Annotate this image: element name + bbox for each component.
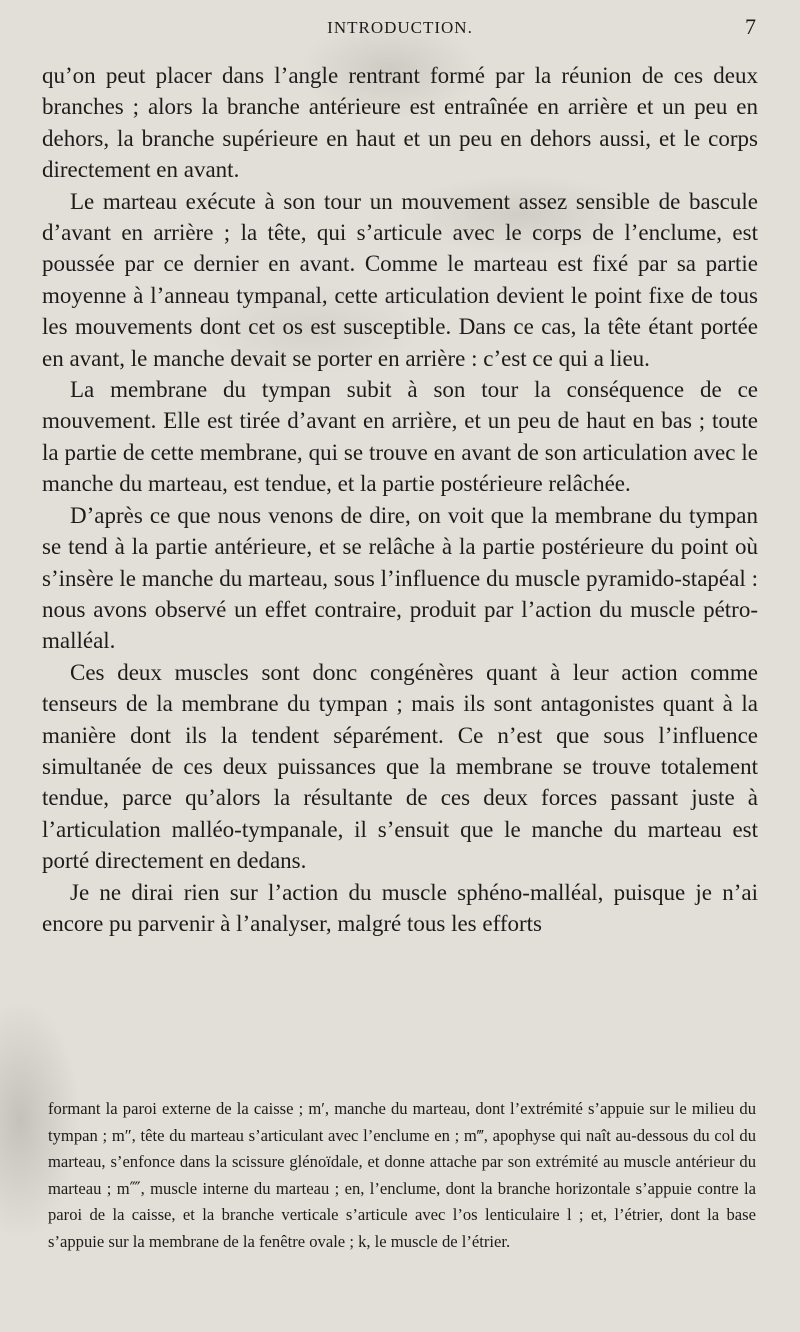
body-text: [42, 60, 758, 939]
paragraph: La membrane du tympan subit à son tour la conséquence de ce mouvement. Elle est tirée d’avant en arrière, et un peu de haut en bas ; toute la partie de cette membrane, qui se trouve en avant de son articulation avec le manche du marteau, est tendue, et la partie postérieure relâchée.: [42, 377, 758, 497]
page-header: [0, 10, 800, 50]
footnote-text: formant la paroi externe de la caisse ; m′, manche du marteau, dont l’extrémité s’appuie sur le milieu du tympan ; m″, tête du marteau s’articulant avec l’enclume en ; m‴, apophyse qui naît au-dessous du col du marteau, s’enfonce dans la scissure glénoïdale, et donne attache par son extrémité au muscle antérieur du marteau ; m⁗, muscle interne du marteau ; en, l’enclume, dont la branche horizontale s’appuie contre la paroi de la caisse, et la branche verticale s’articule avec l’os lenticulaire l ; et, l’étrier, dont la base s’appuie sur la membrane de la fenêtre ovale ; k, le muscle de l’étrier.: [48, 1099, 756, 1251]
paragraph: Je ne dirai rien sur l’action du muscle sphéno-malléal, puisque je n’ai encore pu parvenir à l’analyser, malgré tous les efforts: [42, 879, 758, 936]
footnote: [48, 1096, 756, 1256]
paragraph-continuation: qu’on peut placer dans l’angle rentrant formé par la réunion de ces deux branches ; alors la branche antérieure est entraînée en arrière et un peu en dehors, la branche supérieure en haut et un peu en dehors aussi, et le corps directement en avant.: [42, 63, 758, 183]
page-number: 7: [745, 14, 756, 39]
paragraph: Ces deux muscles sont donc congénères quant à leur action comme tenseurs de la membrane du tympan ; mais ils sont antagonistes quant à la manière dont ils la tendent séparément. Ce n’est que sous l’influence simultanée de ces deux puissances que la membrane se trouve totalement tendue, parce qu’alors la résultante de ces deux forces passant juste à l’articulation malléo-tympanale, il s’ensuit que le manche du marteau est porté directement en dedans.: [42, 659, 758, 874]
running-head: INTRODUCTION.: [327, 18, 473, 37]
paragraph: D’après ce que nous venons de dire, on voit que la membrane du tympan se tend à la partie antérieure, et se relâche à la partie postérieure du point où s’insère le manche du marteau, sous l’influence du muscle pyramido-stapéal : nous avons observé un effet contraire, produit par l’action du muscle pétro-malléal.: [42, 502, 758, 654]
paragraph: Le marteau exécute à son tour un mouvement assez sensible de bascule d’avant en arrière ; la tête, qui s’articule avec le corps de l’enclume, est poussée par ce dernier en avant. Comme le marteau est fixé par sa partie moyenne à l’anneau tympanal, cette articulation devient le point fixe de tous les mouvements dont cet os est susceptible. Dans ce cas, la tête étant portée en avant, le manche devait se porter en arrière : c’est ce qui a lieu.: [42, 188, 758, 371]
